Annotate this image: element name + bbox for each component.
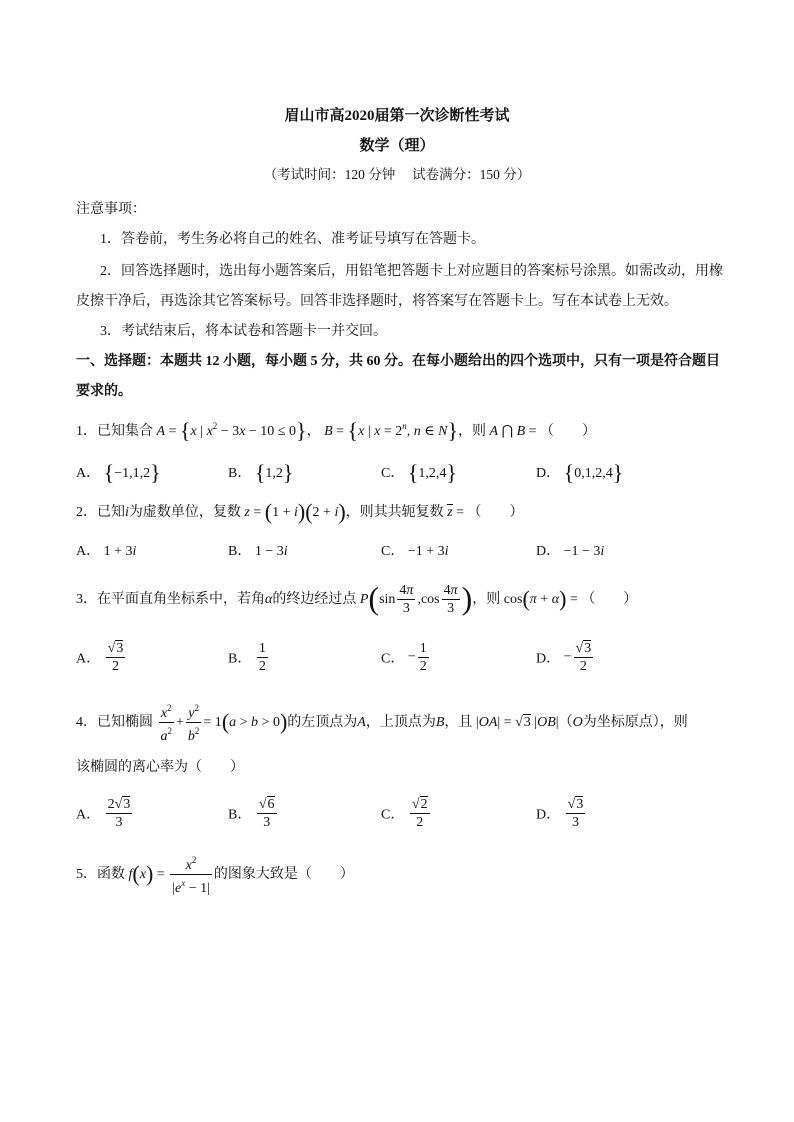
q3-alpha: α [265, 592, 273, 607]
q1-option-c: C． {1,2,4} [381, 460, 457, 485]
q2-option-a: A． 1 + 3i [76, 544, 137, 559]
q4-text: 4．已知椭圆 [76, 715, 153, 730]
q1-text: 1．已知集合 [76, 424, 153, 439]
q1-option-b: B． {1,2} [228, 460, 294, 485]
q1-intersection: A ⋂ B = [489, 424, 541, 439]
q2-text-2: 为虚数单位，复数 [128, 505, 241, 520]
q1-set-a: A = {x | $x^2 - 3x - 10 \le 0$} [156, 418, 307, 443]
q2-zbar: z = [447, 505, 468, 520]
section-heading: 一、选择题：本题共 12 小题，每小题 5 分，共 60 分。在每小题给出的四个选项中，只有一项是符合题目 [76, 354, 720, 369]
q3-text: 3．在平面直角坐标系中，若角 [76, 592, 265, 607]
q4-option-c: C． $\frac{√2}{2}$ [381, 797, 428, 830]
q1-option-d: D． {0,1,2,4} [536, 460, 624, 485]
q5-text: 5．函数 [76, 867, 125, 882]
q2-i: i [125, 505, 129, 520]
question-3 [76, 576, 637, 622]
q3-point-p: P(sin $\frac{4\pi}{3}$ ,cos $\frac{4\pi}{3}$ ) [359, 580, 473, 617]
question-1 [76, 416, 596, 442]
q4-text-2: 的左顶点为 [287, 715, 358, 730]
q4-option-b: B． $\frac{√6}{3}$ [228, 797, 275, 830]
q2-option-b: B． 1 − 3i [228, 544, 288, 559]
exam-title: 眉山市高2020届第一次诊断性考试 [284, 108, 510, 124]
q4-text-4: ，且 [444, 715, 473, 730]
q4-text-3: ，上顶点为 [365, 715, 436, 730]
q2-z: z = (1 + i)(2 + i) [244, 499, 346, 524]
q5-function: f(x) = $\frac{x^2}{|e^x - 1|}$ [129, 867, 214, 882]
notice-item-2: 2．回答选择题时，选出每小题答案后，用铅笔把答题卡上对应题目的答案标号涂黑。如需改动，用橡 [100, 264, 723, 279]
q3-option-d: D． − $\frac{√3}{2}$ [536, 641, 592, 674]
q4-b: B [435, 715, 445, 730]
notice-item-3: 3．考试结束后，将本试卷和答题卡一并交回。 [100, 324, 387, 339]
q4-a: A [357, 715, 366, 730]
q5-text-2: 的图象大致是（ ） [213, 867, 354, 882]
q2-text-3: ，则其共轭复数 [345, 505, 444, 520]
q2-option-c: C． −1 + 3i [381, 544, 449, 559]
notice-item-1: 1．答卷前，考生务必将自己的姓名、准考证号填写在答题卡。 [100, 232, 485, 247]
q3-text-3: ，则 [472, 592, 501, 607]
q1-option-a: A． {−1,1,2} [76, 460, 161, 485]
q3-paren: （ ） [581, 592, 638, 607]
q4-o: O [572, 715, 583, 730]
question-5 [76, 852, 354, 897]
q3-option-b: B． $\frac{1}{2}$ [228, 641, 266, 674]
q4-option-a: A． $\frac{2√3}{3}$ [76, 797, 131, 830]
q3-text-2: 的终边经过点 [272, 592, 357, 607]
q2-paren: （ ） [467, 505, 524, 520]
q2-text: 2．已知 [76, 505, 125, 520]
q3-option-a: A． $\frac{√3}{2}$ [76, 641, 124, 674]
question-4-cont: 该椭圆的离心率为（ ） [76, 760, 244, 775]
notice-item-2-cont: 皮擦干净后，再选涂其它答案标号。回答非选择题时，将答案写在答题卡上。写在本试卷上无效。 [76, 294, 678, 309]
q4-text-6: 为坐标原点），则 [582, 715, 688, 730]
q4-text-5: （ [558, 715, 573, 730]
q4-option-d: D． $\frac{√3}{3}$ [536, 797, 584, 830]
q3-cos: cos(π + α) = [503, 586, 582, 611]
q1-then: ，则 [458, 424, 487, 439]
q4-condition: |OA| = √3 |OB| [475, 715, 559, 730]
exam-info: （考试时间：120 分钟 试卷满分：150 分） [263, 167, 531, 182]
q2-option-d: D． −1 − 3i [536, 544, 605, 559]
q1-set-b: B = {x | $x = 2^n$, n ∈ N} [324, 418, 459, 443]
q3-option-c: C． − $\frac{1}{2}$ [381, 641, 427, 674]
section-heading-cont: 要求的。 [76, 384, 132, 399]
q1-paren: （ ） [540, 424, 597, 439]
q4-ellipse: $\frac{x^2}{a^2}$ + $\frac{y^2}{b^2}$ = 1(a > b > 0) [157, 715, 288, 730]
question-2 [76, 499, 524, 524]
notice-heading: 注意事项： [76, 202, 146, 217]
exam-subject: 数学（理） [359, 138, 435, 154]
question-4 [76, 700, 688, 745]
q1-comma: ， [306, 424, 321, 439]
